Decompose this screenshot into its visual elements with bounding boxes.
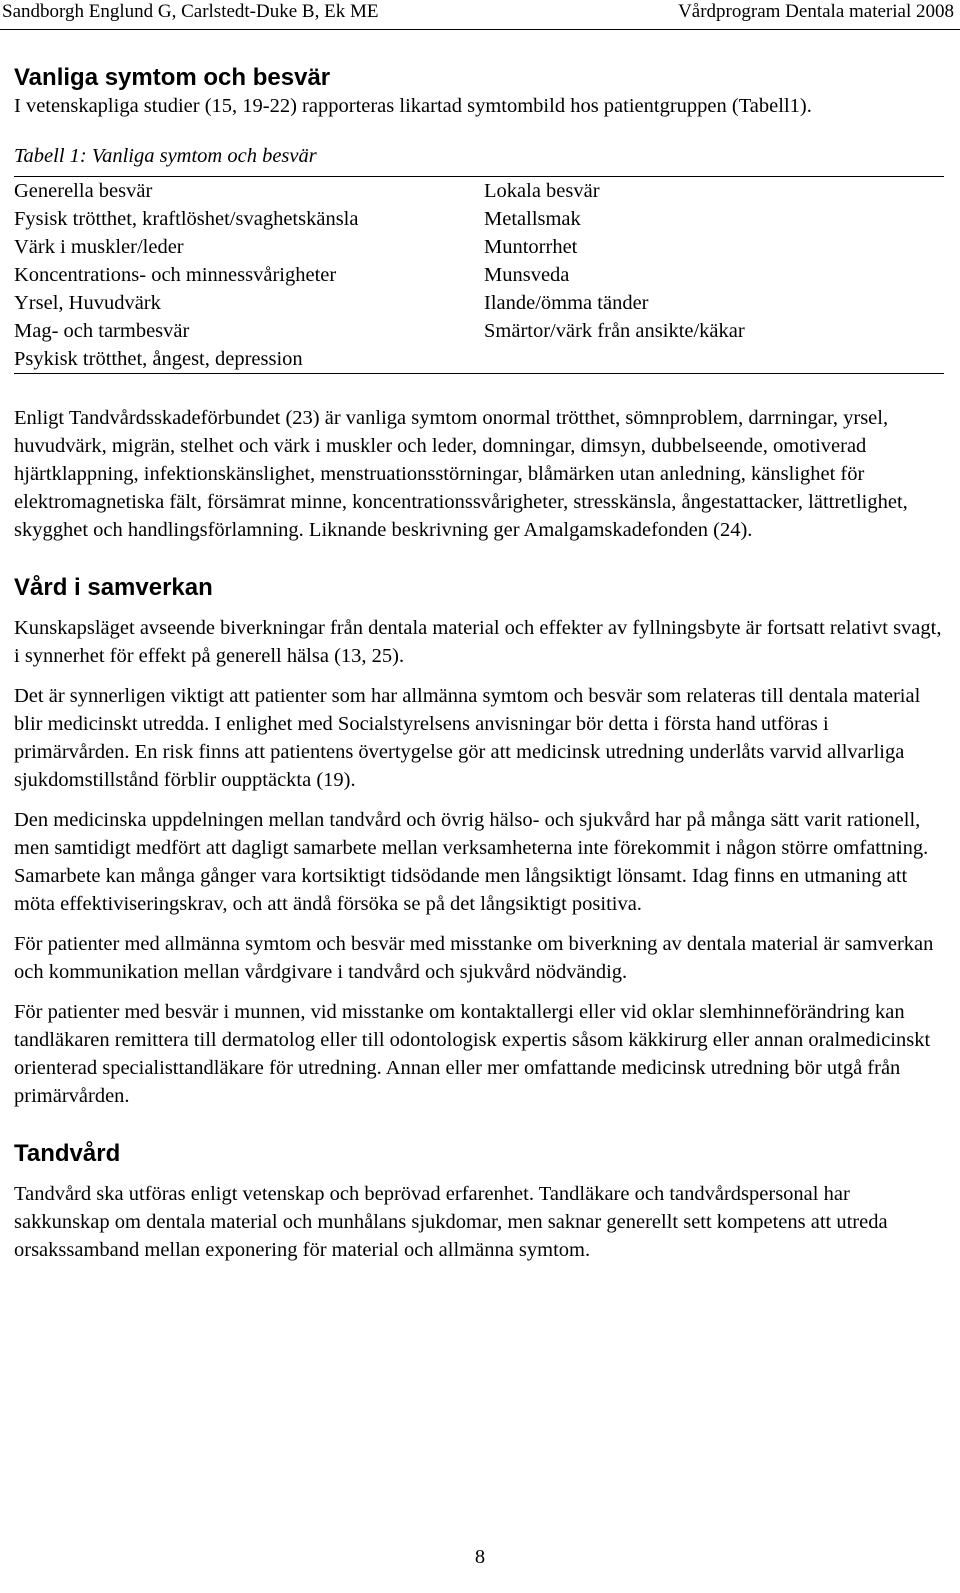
collaboration-paragraph: Det är synnerligen viktigt att patienter som har allmänna symtom och besvär som relateras till dentala material blir medicinskt utredda. I enlighet med Socialstyrelsens anvisningar bör detta i första hand utföras i primärvården. En risk finns att patientens övertygelse gör att medicinsk utredning underlåts varvid allvarliga sjukdomstillstånd förblir oupptäckta (19). (14, 685, 921, 791)
collaboration-paragraph: Den medicinska uppdelningen mellan tandvård och övrig hälso- och sjukvård har på många sätt varit rationell, men samtidigt medfört att dagligt samarbete mellan verksamheterna inte förekommit i någon större omfattning. Samarbete kan många gånger vara kortsiktigt tidsödande men långsiktigt lönsamt. Idag finns en utmaning att möta effektiviseringskrav, och att ändå försöka se på det långsiktigt positiva. (14, 809, 929, 915)
table-row (14, 289, 944, 317)
table-row (14, 345, 944, 374)
table-row (14, 233, 944, 261)
intro-paragraph: I vetenskapliga studier (15, 19-22) rapporteras likartad symtombild hos patientgruppen (Tabell1). (14, 95, 812, 117)
table-cell-local: Ilande/ömma tänder (484, 292, 649, 314)
symptoms-table (14, 176, 944, 374)
table-row (14, 205, 944, 233)
table-row (14, 261, 944, 289)
table-cell-general: Fysisk trötthet, kraftlöshet/svaghetskänsla (14, 208, 359, 230)
collaboration-paragraph: För patienter med allmänna symtom och besvär med misstanke om biverkning av dentala material är samverkan och kommunikation mellan vårdgivare i tandvård och sjukvård nödvändig. (14, 933, 934, 983)
table-cell-local: Metallsmak (484, 208, 581, 230)
header-authors: Sandborgh Englund G, Carlstedt-Duke B, Ek ME (2, 1, 379, 22)
section-title-collaboration: Vård i samverkan (14, 574, 213, 601)
table-cell-general: Mag- och tarmbesvär (14, 320, 190, 342)
header-divider (0, 29, 960, 30)
table-cell-general: Koncentrations- och minnessvårigheter (14, 264, 337, 286)
table-cell-general: Värk i muskler/leder (14, 236, 184, 258)
table-cell-local: Munsveda (484, 264, 570, 286)
table-cell-local: Smärtor/värk från ansikte/käkar (484, 320, 745, 342)
dental-care-paragraph: Tandvård ska utföras enligt vetenskap och beprövad erfarenhet. Tandläkare och tandvårdspersonal har sakkunskap om dentala material och munhålans sjukdomar, men saknar generellt sett kompetens att utreda orsakssamband mellan exponering för material och allmänna symtom. (14, 1183, 888, 1261)
section-title-dental-care: Tandvård (14, 1140, 121, 1167)
column-header-local: Lokala besvär (484, 180, 600, 202)
column-header-general: Generella besvär (14, 180, 153, 202)
page-header (0, 0, 960, 26)
collaboration-paragraph: För patienter med besvär i munnen, vid misstanke om kontaktallergi eller vid oklar slemhinneförändring kan tandläkaren remittera till dermatolog eller till odontologisk expertis såsom käkkirurg eller annan oralmedicinskt orienterad specialisttandläkare för utredning. Annan eller mer omfattande medicinsk utredning bör utgå från primärvården. (14, 1001, 931, 1107)
collaboration-paragraph: Kunskapsläget avseende biverkningar från dentala material och effekter av fyllningsbyte är fortsatt relativt svagt, i synnerhet för effekt på generell hälsa (13, 25). (14, 617, 942, 667)
table-header-row (14, 177, 944, 206)
header-document-title: Vårdprogram Dentala material 2008 (678, 1, 954, 22)
table-row (14, 317, 944, 345)
page-number: 8 (474, 1546, 486, 1568)
table-cell-local: Muntorrhet (484, 236, 578, 258)
page-content (14, 64, 944, 1264)
table-caption: Tabell 1: Vanliga symtom och besvär (14, 145, 317, 167)
section-title-symptoms: Vanliga symtom och besvär (14, 64, 331, 91)
table-cell-general: Psykisk trötthet, ångest, depression (14, 348, 303, 370)
symptoms-list-paragraph: Enligt Tandvårdsskadeförbundet (23) är vanliga symtom onormal trötthet, sömnproblem, darrningar, yrsel, huvudvärk, migrän, stelhet och värk i muskler och leder, domningar, dimsyn, dubbelseende, omotiverad hjärtklappning, infektionskänslighet, menstruationsstörningar, blåmärken utan anledning, känslighet för elektromagnetiska fält, försämrat minne, koncentrationssvårigheter, stresskänsla, ångestattacker, lättretlighet, skygghet och handlingsförlamning. Liknande beskrivning ger Amalgamskadefonden (24). (14, 407, 908, 541)
table-cell-general: Yrsel, Huvudvärk (14, 292, 161, 314)
table-cell-local (484, 345, 944, 374)
